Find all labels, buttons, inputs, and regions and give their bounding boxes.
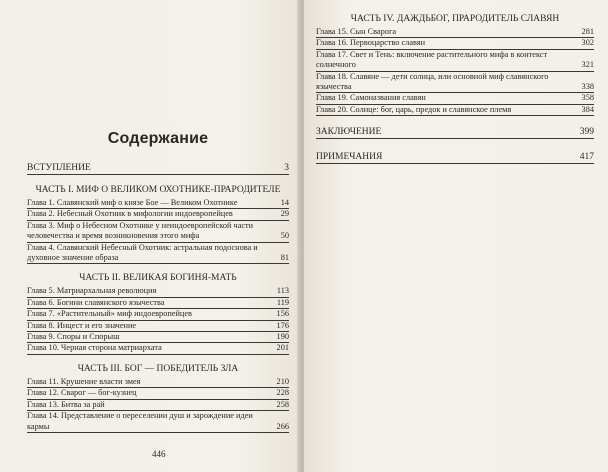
entry-page: 3 bbox=[284, 163, 289, 173]
entry-label: ЗАКЛЮЧЕНИЕ bbox=[316, 127, 382, 138]
toc-entry bbox=[27, 309, 289, 320]
entry-text: Глава 11. Крушение власти змея bbox=[27, 376, 141, 386]
toc-entry bbox=[27, 209, 289, 220]
toc-entry bbox=[27, 321, 289, 332]
entry-text: Глава 17. Свет и Тень: включение растительного мифа в контекст солнечного bbox=[316, 49, 548, 70]
entry-text: Глава 5. Матриархальная революция bbox=[27, 286, 157, 296]
entry-page: 210 bbox=[276, 376, 289, 386]
toc-entry bbox=[27, 298, 289, 309]
entry-text: Глава 1. Славянский миф о князе Бое — Великом Охотнике bbox=[27, 198, 238, 207]
toc-entry bbox=[27, 332, 289, 343]
toc-entry bbox=[316, 72, 594, 94]
part-heading: ЧАСТЬ I. МИФ О ВЕЛИКОМ ОХОТНИКЕ-ПРАРОДИТЕЛЕ bbox=[35, 185, 281, 195]
toc-entry-intro bbox=[27, 162, 289, 175]
entry-label: ПРИМЕЧАНИЯ bbox=[316, 152, 383, 163]
entry-page: 281 bbox=[581, 27, 594, 36]
entry-text: Глава 13. Битва за рай bbox=[27, 399, 105, 409]
entry-page: 113 bbox=[276, 286, 289, 296]
entry-page: 417 bbox=[579, 152, 594, 163]
entry-text: Глава 14. Представление о переселении душ и зарождение идеи кармы bbox=[27, 411, 253, 431]
toc-entry bbox=[316, 105, 594, 116]
entry-page: 201 bbox=[276, 343, 289, 353]
toc-entry bbox=[27, 198, 289, 209]
toc-entry-notes bbox=[316, 151, 594, 164]
entry-page: 119 bbox=[276, 297, 289, 307]
entry-page: 176 bbox=[276, 320, 289, 330]
toc-entry bbox=[27, 243, 289, 265]
entry-text: Глава 12. Сварог — бог-кузнец bbox=[27, 388, 137, 398]
toc-entry bbox=[27, 286, 289, 297]
entry-page: 14 bbox=[280, 198, 289, 207]
right-page bbox=[304, 0, 608, 472]
entry-text: Глава 9. Споры и Спорыш bbox=[27, 332, 120, 342]
toc-entry bbox=[27, 411, 289, 433]
entry-text: Глава 8. Инцест и его значение bbox=[27, 320, 137, 330]
page-number: 446 bbox=[152, 449, 166, 459]
left-page-content bbox=[27, 130, 289, 433]
toc-entry bbox=[27, 400, 289, 411]
toc-entry bbox=[316, 38, 594, 49]
entry-text: Глава 7. «Растительный» миф индоевропейцев bbox=[27, 309, 192, 319]
toc-entry bbox=[27, 221, 289, 243]
entry-text: Глава 2. Небесный Охотник в мифологии индоевропейцев bbox=[27, 209, 233, 219]
entry-text: Глава 18. Славяне — дети солнца, или основной миф славянского язычества bbox=[316, 71, 549, 92]
part-heading: ЧАСТЬ IV. ДАЖДЬБОГ, ПРАРОДИТЕЛЬ СЛАВЯН bbox=[350, 14, 560, 24]
entry-text: Глава 3. Миф о Небесном Охотнике у неиндоевропейской части человечества и время возникновения этого мифа bbox=[27, 220, 254, 241]
entry-page: 258 bbox=[276, 399, 289, 409]
entry-text: Глава 6. Богини славянского язычества bbox=[27, 297, 165, 307]
right-page-content bbox=[316, 14, 594, 164]
toc-entry bbox=[316, 93, 594, 104]
toc-entry bbox=[316, 50, 594, 72]
entry-page: 156 bbox=[276, 309, 289, 319]
entry-page: 338 bbox=[581, 82, 594, 92]
entry-page: 321 bbox=[581, 60, 594, 70]
entry-page: 384 bbox=[581, 104, 594, 114]
entry-text: Глава 10. Черная сторона матриархата bbox=[27, 343, 162, 353]
entry-page: 50 bbox=[280, 231, 289, 241]
entry-label: ВСТУПЛЕНИЕ bbox=[27, 163, 91, 173]
entry-text: Глава 20. Солнце: бог, царь, предок и славянское племя bbox=[316, 104, 512, 114]
entry-page: 358 bbox=[581, 93, 594, 103]
toc-entry bbox=[316, 27, 594, 38]
entry-page: 190 bbox=[276, 332, 289, 342]
entry-page: 399 bbox=[579, 127, 594, 138]
entry-text: Глава 16. Первоцарство славян bbox=[316, 38, 426, 48]
entry-page: 302 bbox=[581, 38, 594, 48]
entry-page: 81 bbox=[280, 253, 289, 263]
entry-page: 266 bbox=[276, 421, 289, 431]
entry-text: Глава 4. Славянский Небесный Охотник: астральная подоснова и духовное значение образа bbox=[27, 242, 258, 263]
entry-text: Глава 19. Самоназвания славян bbox=[316, 93, 426, 103]
part-heading: ЧАСТЬ III. БОГ — ПОБЕДИТЕЛЬ ЗЛА bbox=[77, 363, 239, 374]
part-heading: ЧАСТЬ II. ВЕЛИКАЯ БОГИНЯ-МАТЬ bbox=[79, 273, 237, 284]
toc-title: Содержание bbox=[107, 130, 209, 147]
entry-text: Глава 15. Сын Сварога bbox=[316, 27, 397, 36]
toc-entry bbox=[27, 377, 289, 388]
toc-entry-conclusion bbox=[316, 126, 594, 139]
entry-page: 29 bbox=[280, 209, 289, 219]
toc-entry bbox=[27, 388, 289, 399]
toc-entry bbox=[27, 343, 289, 354]
entry-page: 228 bbox=[276, 388, 289, 398]
left-page bbox=[0, 0, 300, 472]
